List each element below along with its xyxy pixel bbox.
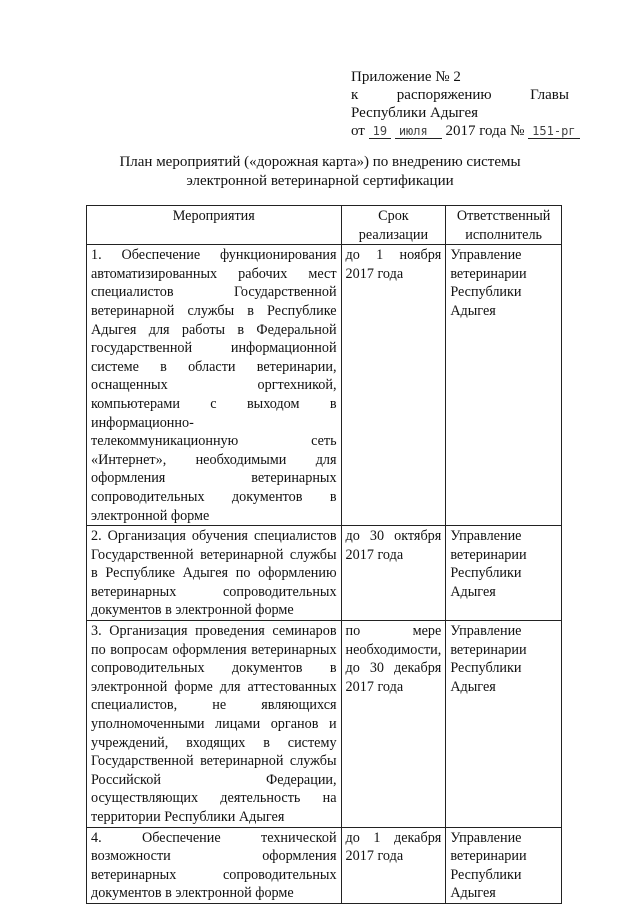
responsible-cell: Управление ветеринарии Республики Адыгея bbox=[446, 526, 562, 621]
date-day: 19 bbox=[369, 124, 391, 139]
responsible-cell: Управление ветеринарии Республики Адыгея bbox=[446, 245, 562, 526]
appendix-number: Приложение № 2 bbox=[351, 69, 461, 85]
document-title bbox=[90, 153, 550, 191]
deadline-cell: по мере необходимости, до 30 декабря 2017 года bbox=[341, 621, 446, 828]
date-prefix: от bbox=[351, 123, 365, 139]
header-responsible: Ответственный исполнитель bbox=[446, 206, 562, 245]
appendix-date-line bbox=[351, 122, 581, 140]
activity-cell: 4. Обеспечение технической возможности оформления ветеринарных сопроводительных документов в электронной форме bbox=[87, 827, 342, 903]
roadmap-table bbox=[86, 205, 562, 904]
title-line-1: План мероприятий («дорожная карта») по внедрению системы bbox=[119, 154, 521, 170]
responsible-cell: Управление ветеринарии Республики Адыгея bbox=[446, 827, 562, 903]
activity-cell: 1. Обеспечение функционирования автоматизированных рабочих мест специалистов Государственной ветеринарной службы в Республике Адыгея для работы в Федеральной государственной информационной системе в области ветеринарии, оснащенных оргтехникой, компьютерами с выходом в информационно-телекоммуникационную сеть «Интернет», необходимыми для оформления ветеринарных сопроводительных документов в электронной форме bbox=[87, 245, 342, 526]
header-deadline: Срок реализации bbox=[341, 206, 446, 245]
table-row bbox=[87, 621, 562, 828]
appendix-reference-order: распоряжению bbox=[396, 87, 492, 103]
appendix-reference bbox=[351, 86, 569, 104]
deadline-cell: до 30 октября 2017 года bbox=[341, 526, 446, 621]
table-row bbox=[87, 526, 562, 621]
table-header-row bbox=[87, 206, 562, 245]
appendix-reference-to: к bbox=[351, 87, 359, 103]
appendix-republic: Республики Адыгея bbox=[351, 105, 479, 121]
document-number: 151-рг bbox=[528, 124, 579, 139]
header-activities: Мероприятия bbox=[87, 206, 342, 245]
appendix-header bbox=[351, 68, 581, 140]
appendix-reference-head: Главы bbox=[530, 87, 569, 103]
responsible-cell: Управление ветеринарии Республики Адыгея bbox=[446, 621, 562, 828]
table-row bbox=[87, 827, 562, 903]
title-line-2: электронной ветеринарной сертификации bbox=[186, 173, 454, 189]
activity-cell: 2. Организация обучения специалистов Государственной ветеринарной службы в Республике Адыгея по оформлению ветеринарных сопроводительных документов в электронной форме bbox=[87, 526, 342, 621]
date-suffix: 2017 года № bbox=[445, 123, 525, 139]
table-row bbox=[87, 245, 562, 526]
deadline-cell: до 1 декабря 2017 года bbox=[341, 827, 446, 903]
deadline-cell: до 1 ноября 2017 года bbox=[341, 245, 446, 526]
date-month: июля bbox=[395, 124, 442, 139]
activity-cell: 3. Организация проведения семинаров по вопросам оформления ветеринарных сопроводительных документов в электронной форме для аттестованных специалистов, не являющихся уполномоченными лицами органов и учреждений, входящих в систему Государственной ветеринарной службы Российской Федерации, осуществляющих деятельность на территории Республики Адыгея bbox=[87, 621, 342, 828]
